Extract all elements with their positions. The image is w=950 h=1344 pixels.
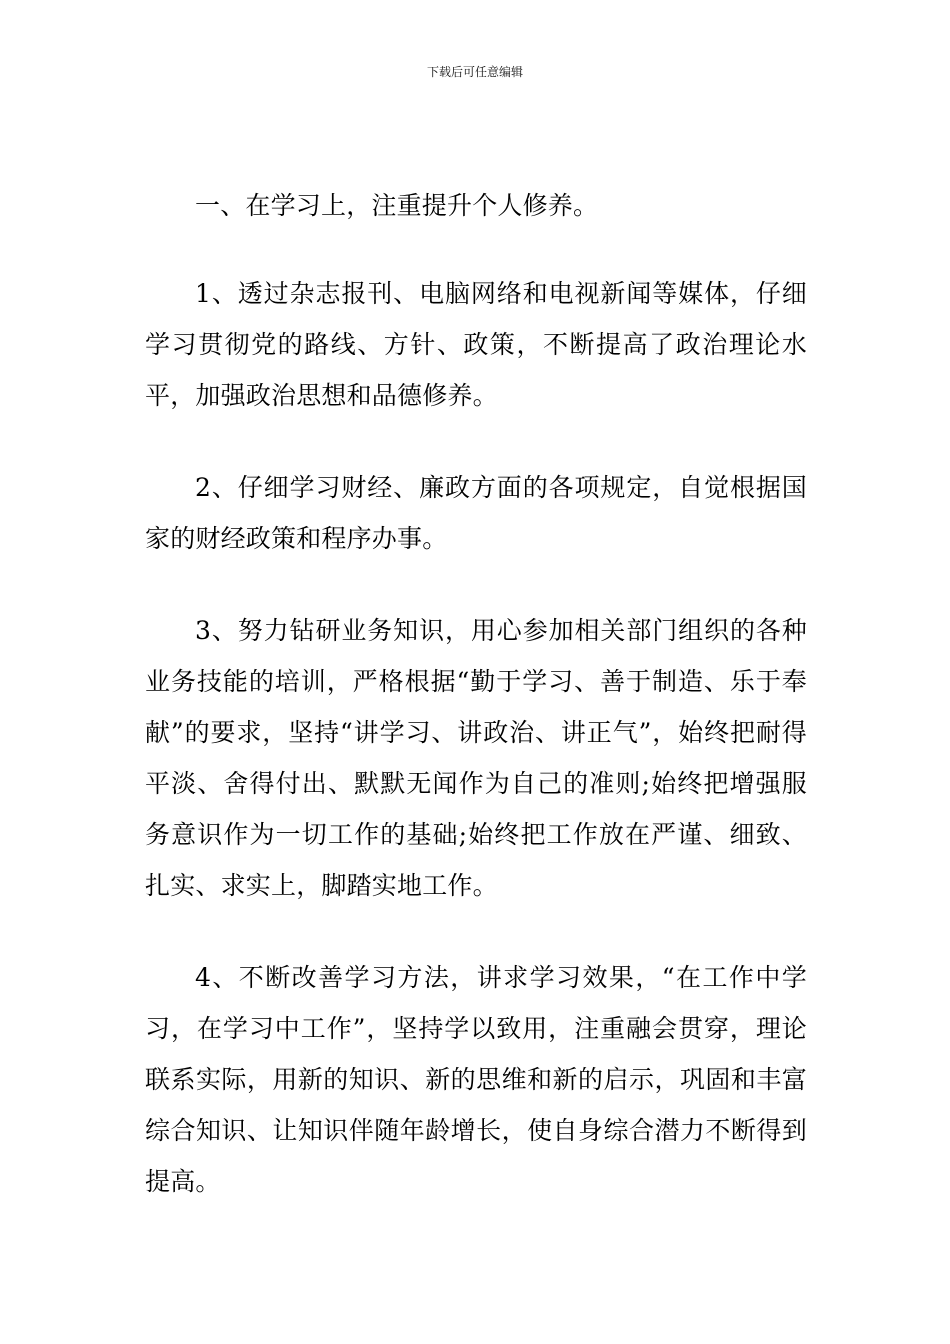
header-note: 下载后可任意编辑 [426,65,523,79]
document-body [145,180,807,1207]
section-heading: 一、在学习上，注重提升个人修养。 [195,191,599,220]
paragraph-2: 2、仔细学习财经、廉政方面的各项规定，自觉根据国家的财经政策和程序办事。 [145,473,807,553]
paragraph-1: 1、透过杂志报刊、电脑网络和电视新闻等媒体，仔细学习贯彻党的路线、方针、政策，不断提高了政治理论水平，加强政治思想和品德修养。 [145,279,807,410]
paragraph-4: 4、不断改善学习方法，讲求学习效果，“在工作中学习，在学习中工作”，坚持学以致用，注重融会贯穿，理论联系实际，用新的知识、新的思维和新的启示，巩固和丰富综合知识、让知识伴随年龄增长，使自身综合潜力不断得到提高。 [145,963,807,1196]
paragraph-3: 3、努力钻研业务知识，用心参加相关部门组织的各种业务技能的培训，严格根据“勤于学习、善于制造、乐于奉献”的要求，坚持“讲学习、讲政治、讲正气”，始终把耐得平淡、舍得付出、默默无闻作为自己的准则;始终把增强服务意识作为一切工作的基础;始终把工作放在严谨、细致、扎实、求实上，脚踏实地工作。 [145,616,807,900]
